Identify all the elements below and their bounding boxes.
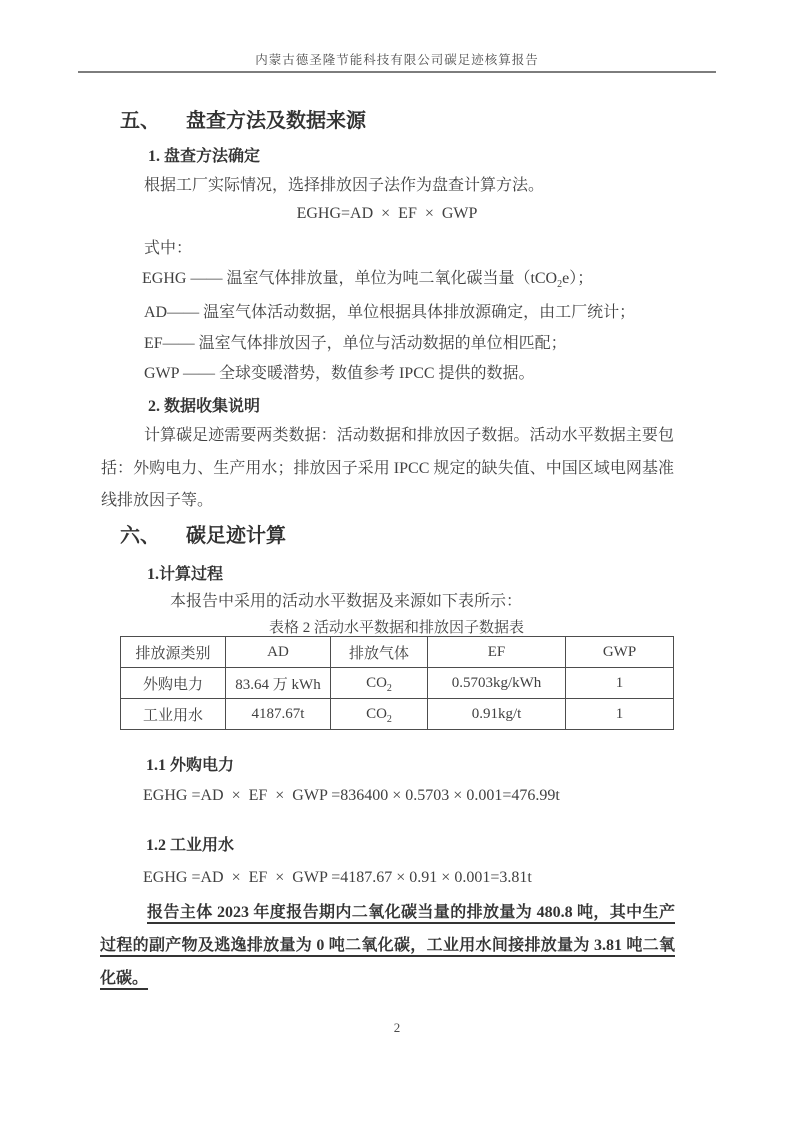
cell-source: 外购电力 <box>121 668 226 699</box>
section-5-heading <box>120 104 366 133</box>
definition-gwp: GWP —— 全球变暖潜势，数值参考 IPCC 提供的数据。 <box>144 365 535 382</box>
table-caption: 表格 2 活动水平数据和排放因子数据表 <box>268 620 524 636</box>
cell-gwp: 1 <box>566 699 674 730</box>
table-row <box>121 668 674 699</box>
conclusion-paragraph: 报告主体 2023 年度报告期内二氧化碳当量的排放量为 480.8 吨，其中生产过程的副产物及逃逸排放量为 0 吨二氧化碳，工业用水间接排放量为 3.81 吨二氧化碳。 <box>100 904 675 987</box>
definition-eghg <box>142 268 593 290</box>
cell-gas-subscript: 2 <box>386 682 392 694</box>
cell-gas-formula: CO <box>366 705 387 722</box>
definition-ad: AD—— 温室气体活动数据，单位根据具体排放源确定，由工厂统计； <box>144 304 636 321</box>
column-header-gwp: GWP <box>566 637 674 668</box>
heading-data-collection: 2. 数据收集说明 <box>148 398 261 415</box>
definition-eghg-subscript: 2 <box>557 279 563 291</box>
heading-method-determination: 1. 盘查方法确定 <box>148 148 261 165</box>
cell-gas <box>331 699 428 730</box>
where-label: 式中： <box>144 240 193 257</box>
heading-calculation-process: 1.计算过程 <box>147 566 224 583</box>
cell-gwp: 1 <box>566 668 674 699</box>
column-header-ef: EF <box>428 637 566 668</box>
section-5-title: 盘查方法及数据来源 <box>186 110 366 132</box>
formula-eghg: EGHG=AD × EF × GWP <box>296 205 478 222</box>
definition-eghg-pre: EGHG —— 温室气体排放量，单位为吨二氧化碳当量（tCO <box>142 270 558 287</box>
page-number: 2 <box>393 1020 401 1035</box>
cell-source: 工业用水 <box>121 699 226 730</box>
cell-ad: 4187.67t <box>226 699 331 730</box>
section-6-heading <box>120 519 286 548</box>
column-header-ad: AD <box>226 637 331 668</box>
cell-gas-formula: CO <box>366 674 387 691</box>
cell-gas <box>331 668 428 699</box>
heading-industrial-water: 1.2 工业用水 <box>146 837 235 854</box>
activity-data-table <box>120 636 674 730</box>
section-6-number: 六、 <box>120 525 160 547</box>
section-5-number: 五、 <box>120 110 160 132</box>
running-header: 内蒙古德圣隆节能科技有限公司碳足迹核算报告 <box>255 53 539 67</box>
paragraph-table-intro: 本报告中采用的活动水平数据及来源如下表所示： <box>170 593 523 610</box>
cell-gas-subscript: 2 <box>386 713 392 725</box>
column-header-gas: 排放气体 <box>331 637 428 668</box>
table-header-row <box>121 637 674 668</box>
cell-ad: 83.64 万 kWh <box>226 668 331 699</box>
cell-ef: 0.91kg/t <box>428 699 566 730</box>
table-row <box>121 699 674 730</box>
cell-ef: 0.5703kg/kWh <box>428 668 566 699</box>
heading-purchased-electricity: 1.1 外购电力 <box>146 757 235 774</box>
equation-industrial-water: EGHG =AD × EF × GWP =4187.67 × 0.91 × 0.001=3.81t <box>143 869 532 886</box>
column-header-source: 排放源类别 <box>121 637 226 668</box>
definition-eghg-post: e）； <box>562 270 594 287</box>
header-rule <box>78 71 716 73</box>
section-6-title: 碳足迹计算 <box>186 525 286 547</box>
equation-purchased-electricity: EGHG =AD × EF × GWP =836400 × 0.5703 × 0.001=476.99t <box>143 787 560 804</box>
definition-ef: EF—— 温室气体排放因子，单位与活动数据的单位相匹配； <box>144 335 567 352</box>
paragraph-method: 根据工厂实际情况，选择排放因子法作为盘查计算方法。 <box>144 177 545 194</box>
paragraph-data-collection: 计算碳足迹需要两类数据：活动数据和排放因子数据。活动水平数据主要包括：外购电力、生产用水；排放因子采用 IPCC 规定的缺失值、中国区域电网基准线排放因子等。 <box>101 427 674 509</box>
